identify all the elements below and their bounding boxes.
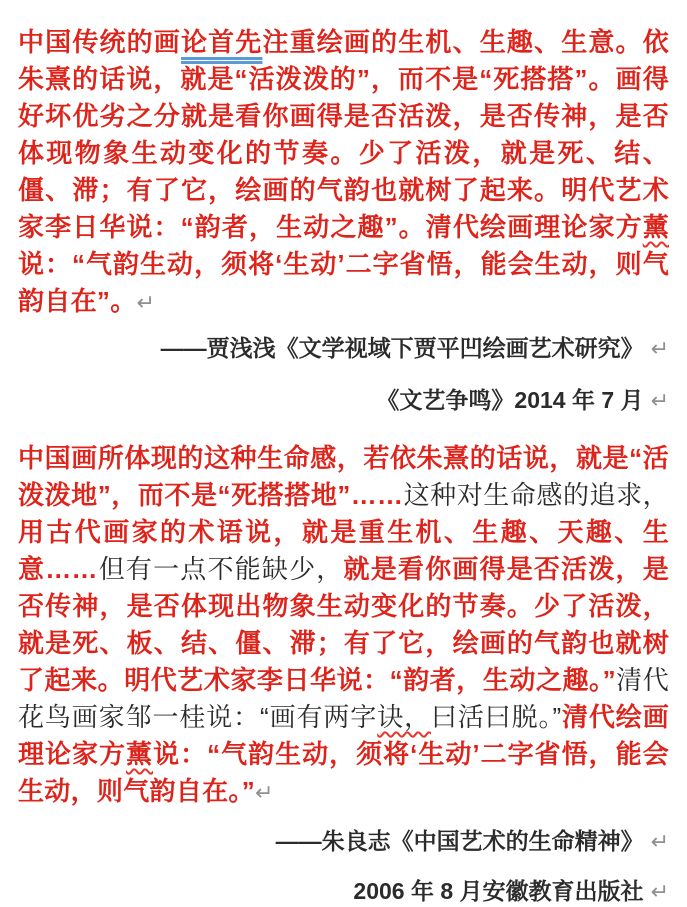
text-segment: 清代花鸟画家邹一桂说：“画有两字 [18,665,670,732]
paragraph-mark-icon: ↵ [650,829,669,854]
attribution-text: ——朱良志《中国艺术的生命精神》 [275,828,644,854]
text-segment: 清代绘画理论家方 [18,702,669,769]
text-segment: 说：“气韵生动，须将‘生动’二字省悟，能会生动，则气韵自在”。 [18,249,669,316]
text-segment: 中国画所体现的这种生命感，若依朱熹的话说，就是“活泼泼地”，而不是“死搭搭地”…… [18,443,669,510]
text-segment: 就是看你画得是否活泼，是否传神，是否体现出物象生动变化的节奏。少了活泼，就是死、板、结、僵、滞；有了它，绘画的气韵也就树了起来。明代艺术家李日华说：“韵者，生动之趣。” [18,554,670,695]
attribution-text: 2006 年 8 月安徽教育出版社 [353,878,644,904]
paragraph-mark-icon: ↵ [136,290,156,315]
text-segment: 中国传统的画 [18,27,181,57]
attribution-journal-1[interactable] [18,385,669,416]
text-segment: 薰 [126,739,154,769]
attribution-publisher-2[interactable] [18,876,669,907]
text-segment: 用古代画家的术语说，就是重生机、生趣、天趣、生意…… [18,517,669,584]
text-segment: 说：“气韵生动，须将‘生动’二字省悟，能会生动，则气韵自在。” [18,739,669,806]
quote-paragraph-2[interactable] [18,440,669,811]
attribution-text: 《文艺争鸣》2014 年 7 月 [376,387,644,413]
paragraph-mark-icon: ↵ [650,336,669,361]
text-segment: 这种对生命感的追求， [403,480,669,510]
text-segment: 薰 [642,212,669,242]
attribution-source-2[interactable] [18,826,669,857]
attribution-text: ——贾浅浅《文学视域下贾平凹绘画艺术研究》 [160,335,644,361]
text-segment: 注重绘画的生机、生趣、生意。依朱熹的话说，就是“活泼泼的”，而不是“死搭搭”。画得好坏优劣之分就是看你画得是否活泼，是否传神，是否体现物象生动变化的节奏。少了活泼，就是死、结、僵、滞；有了它，绘画的气韵也就树了起来。明代艺术家李日华说：“韵者，生动之趣”。清代绘画理论家方 [18,27,669,242]
paragraph-mark-icon: ↵ [650,388,669,413]
attribution-source-1[interactable] [18,333,669,364]
paragraph-mark-icon: ↵ [255,780,274,805]
text-segment: 论首先 [180,27,263,57]
quote-paragraph-1[interactable] [18,24,669,321]
paragraph-mark-icon: ↵ [650,879,669,904]
text-segment: 但有一点不能缺少， [97,554,344,584]
text-segment: 曰活曰脱。” [430,702,562,732]
text-segment: 诀， [377,702,431,732]
